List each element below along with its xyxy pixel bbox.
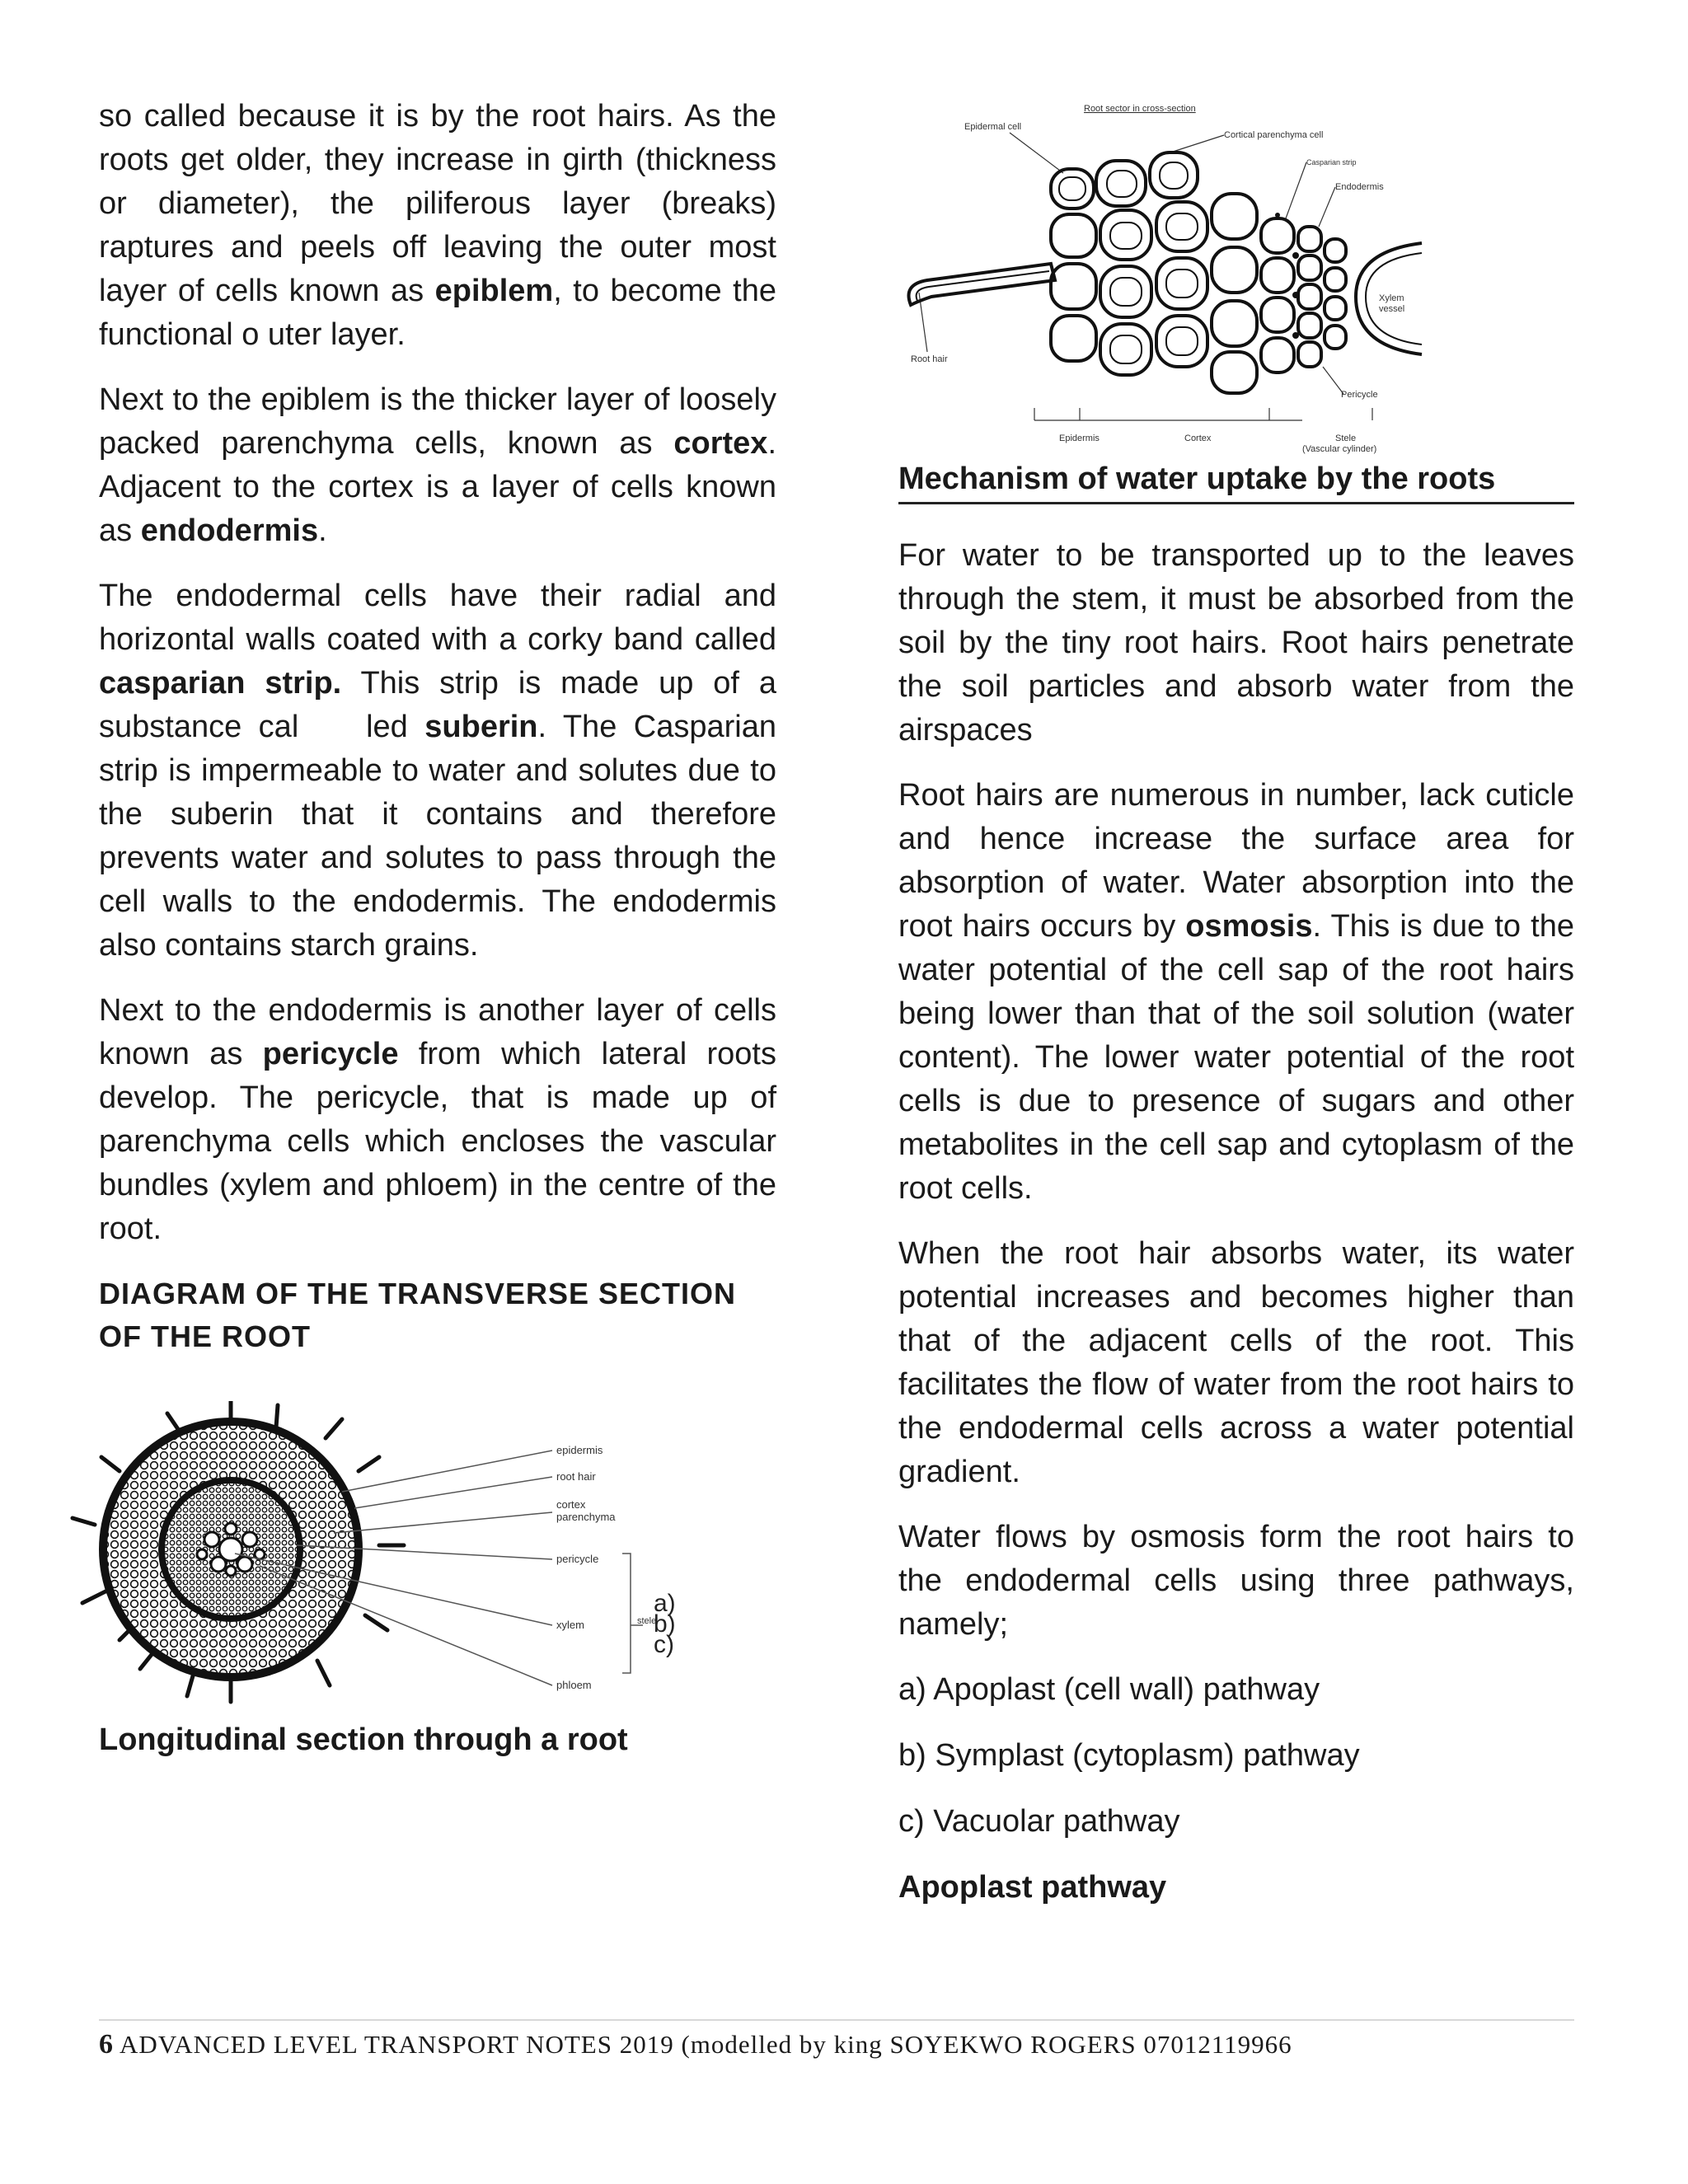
term-endodermis: endodermis (140, 513, 319, 548)
term-suberin: suberin (424, 710, 538, 744)
label-a: a) (654, 1590, 676, 1617)
term-cortex: cortex (673, 426, 768, 461)
transverse-section-diagram (70, 1401, 696, 1714)
text: . The Casparian strip is impermeable to water and solutes due to the suberin that it contains and therefore prevents water and solutes to pass through the cell walls to the endodermis. The endodermis also contains starch grains. (99, 710, 776, 963)
cs-title: Root sector in cross-section (1084, 104, 1196, 114)
label-xylem: xylem (556, 1619, 584, 1631)
term-epiblem: epiblem (434, 274, 554, 308)
cs-vascular: (Vascular cylinder) (1302, 444, 1377, 454)
cs-cortex: Cortex (1184, 434, 1212, 443)
text: . Adjacent to the cortex is a layer of cells known as (99, 426, 776, 548)
term-pericycle: pericycle (262, 1037, 399, 1071)
cs-epidermis: Epidermis (1059, 434, 1100, 443)
list-item-symplast: b) Symplast (cytoplasm) pathway (898, 1738, 1360, 1773)
label-pericycle: pericycle (556, 1553, 599, 1565)
page-footer (99, 2019, 1574, 2060)
label-epidermis: epidermis (556, 1444, 603, 1456)
term-osmosis: osmosis (1185, 909, 1313, 944)
cs-root-hair: Root hair (911, 354, 948, 364)
label-b: b) (654, 1610, 676, 1638)
label-cortex: cortex (556, 1498, 586, 1511)
cs-endodermis: Endodermis (1335, 182, 1384, 192)
paragraph-pericycle (99, 989, 776, 1251)
paragraph-cortex (99, 378, 776, 553)
page-number: 6 (99, 2029, 114, 2060)
paragraph-epiblem (99, 95, 776, 357)
root-sector-diagram (894, 95, 1430, 470)
label-root-hair: root hair (556, 1470, 596, 1483)
left-column (99, 95, 785, 1380)
cs-cells (1051, 152, 1346, 393)
mechanism-heading: Mechanism of water uptake by the roots (898, 462, 1574, 504)
footer-text: ADVANCED LEVEL TRANSPORT NOTES 2019 (modelled by king SOYEKWO ROGERS 07012119966 (114, 2030, 1292, 2059)
text: Root hairs are numerous in number, lack cuticle and hence increase the surface area for absorption of water. Water absorption into the root hairs occurs by (898, 778, 1574, 944)
label-phloem: phloem (556, 1679, 592, 1691)
text: Next to the epiblem is the thicker layer of loosely packed parenchyma cells, known as (99, 382, 776, 461)
longitudinal-caption: Longitudinal section through a root (99, 1722, 628, 1757)
diagram-heading: DIAGRAM OF THE TRANSVERSE SECTION OF THE ROOT (99, 1277, 737, 1353)
label-parenchyma: parenchyma (556, 1511, 616, 1523)
cs-xylem: Xylem (1379, 293, 1404, 303)
list-item-vacuolar: c) Vacuolar pathway (898, 1804, 1180, 1839)
cs-pericycle: Pericycle (1341, 390, 1378, 400)
term-casparian-strip: casparian strip. (99, 666, 342, 701)
text: This strip is made up of a substance cal led (99, 666, 785, 744)
label-stele: stele (637, 1616, 657, 1626)
cs-casparian: Casparian strip (1306, 158, 1357, 166)
cs-vessel: vessel (1379, 304, 1405, 314)
text: . This is due to the water potential of the cell sap of the root hairs being lower than that of the soil solution (water content). The lower water potential of the root cells is due to presence of sugars and other metabolites in the cell sap and cytoplasm of the root cells. (898, 909, 1574, 1206)
text: , to become the functional o uter layer. (99, 274, 777, 352)
cs-root-hair-shape (909, 264, 1056, 305)
cs-epidermal-cell: Epidermal cell (964, 122, 1022, 132)
paragraph-casparian (99, 574, 785, 968)
apoplast-heading: Apoplast pathway (898, 1870, 1167, 1905)
list-item-apoplast: a) Apoplast (cell wall) pathway (898, 1672, 1320, 1707)
paragraph-transport: For water to be transported up to the leaves through the stem, it must be absorbed from the soil by the tiny root hairs. Root hairs penetrate the soil particles and absorb water from the airspaces (898, 538, 1574, 748)
text: from which lateral roots develop. The pericycle, that is made up of parenchyma cells which encloses the vascular bundles (xylem and phloem) in the centre of the root. (99, 1037, 776, 1246)
paragraph-osmosis (898, 774, 1574, 1211)
paragraph-pathways: Water flows by osmosis form the root hairs to the endodermal cells using three pathways, namely; (898, 1520, 1574, 1642)
text: . (318, 513, 327, 548)
paragraph-water-potential: When the root hair absorbs water, its water potential increases and becomes higher than that of the adjacent cells of the root. This facilitates the flow of water from the root hairs to the endodermal cells across a water potential gradient. (898, 1236, 1574, 1489)
text: The endodermal cells have their radial and horizontal walls coated with a corky band called (99, 579, 776, 657)
cs-cortical: Cortical parenchyma cell (1224, 130, 1324, 140)
label-c: c) (654, 1631, 674, 1658)
cs-stele: Stele (1335, 434, 1357, 443)
right-column (898, 534, 1574, 1932)
text: Next to the endodermis is another layer of cells known as (99, 993, 776, 1071)
text: so called because it is by the root hairs. As the roots get older, they increase in girth (thickness or diameter), the piliferous layer (breaks) raptures and peels off leaving the outer most layer of cells known as (99, 99, 776, 308)
